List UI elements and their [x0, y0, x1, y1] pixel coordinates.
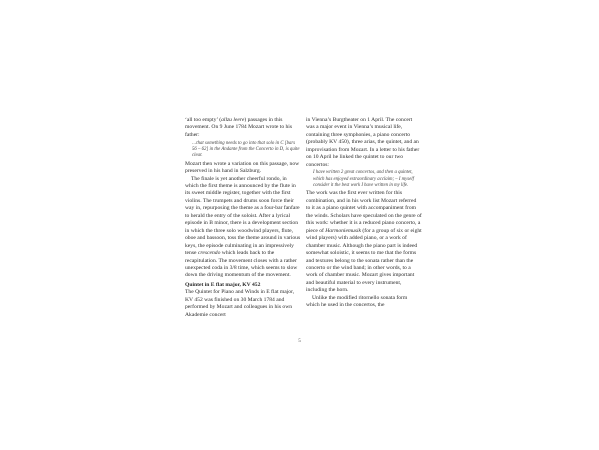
- paragraph: [185, 117, 301, 139]
- text: which leads back to the recapitulation. The movement closes with a rather unexpected coda in 3/8 time, which seems to slow down the driving momentum of the movement.: [185, 250, 298, 279]
- text: The work was the first ever written for this combination, and in his work list Mozart referred to it as a piano quintet with accompaniment from the winds. Scholars have speculated on the genre of this work: whether it is a reduced piano concerto, a piece of: [306, 190, 422, 234]
- section-heading: Quintet in E flat major, KV 452: [185, 281, 261, 288]
- letter-quote: …that something needs to go into that solo in C [bars 56 – 62] in the Andante from the Concerto in D, is quite clear.: [192, 140, 300, 159]
- text: ‘all too empty’ (: [185, 117, 222, 123]
- paragraph: [185, 176, 301, 280]
- italic-term: crescendo: [197, 250, 221, 257]
- paragraph: Unlike the modified ritornello sonata form which he used in the concertos, the: [306, 294, 408, 309]
- paragraph: in Vienna’s Burgtheater on 1 April. The concert was a major event in Vienna’s musical life, containing three symphonies, a piano concerto (probably KV 450), three arias, the quintet, and an improvisation from Mozart. In a letter to his father on 10 April he linked the quintet to our two concertos:: [306, 117, 420, 168]
- text: ) passages in this movement. On 9 June 1784 Mozart wrote to his father:: [185, 117, 293, 138]
- italic-term: Harmoniemusik: [325, 227, 361, 234]
- letter-quote: I have written 2 great concertos, and then a quintet, which has enjoyed extraordinary acclaim; – I myself consider it the best work I have written in my life.: [313, 170, 414, 188]
- text: The finale is yet another cheerful rondo, in which the first theme is announced by the flute in its sweet middle register, together with the first violins. The trumpets and drums soon force their way in, repurposing the theme as a four-bar fanfare to herald the entry of the soloist. After a lyrical episode in B minor, there is a development section in which the three solo woodwind players, flute, oboe and bassoon, toss the theme around in various keys, the episode culminating in an impressively tense: [185, 175, 301, 257]
- paragraph: Mozart then wrote a variation on this passage, now preserved in his hand in Salzburg.: [185, 160, 300, 175]
- text: (for a group of six or eight wind players) with added piano, or a work of chamber music. Although the piano part is indeed somewhat soloistic, it seems to me that the forms and textures belong to the sonata rather than the concerto or the wind band; in other words, to a work of chamber music. Mozart gives important and beautiful material to every instrument, including the horn.: [306, 227, 422, 294]
- right-column: [306, 117, 422, 310]
- paragraph: The Quintet for Piano and Winds in E flat major, KV 452 was finished on 30 March 1784 and performed by Mozart and colleagues in his own Akademie concert: [185, 289, 295, 318]
- left-column: [185, 117, 301, 319]
- paragraph: [306, 190, 422, 294]
- italic-term: allzu leere: [221, 117, 245, 123]
- page-number: 5: [298, 338, 301, 344]
